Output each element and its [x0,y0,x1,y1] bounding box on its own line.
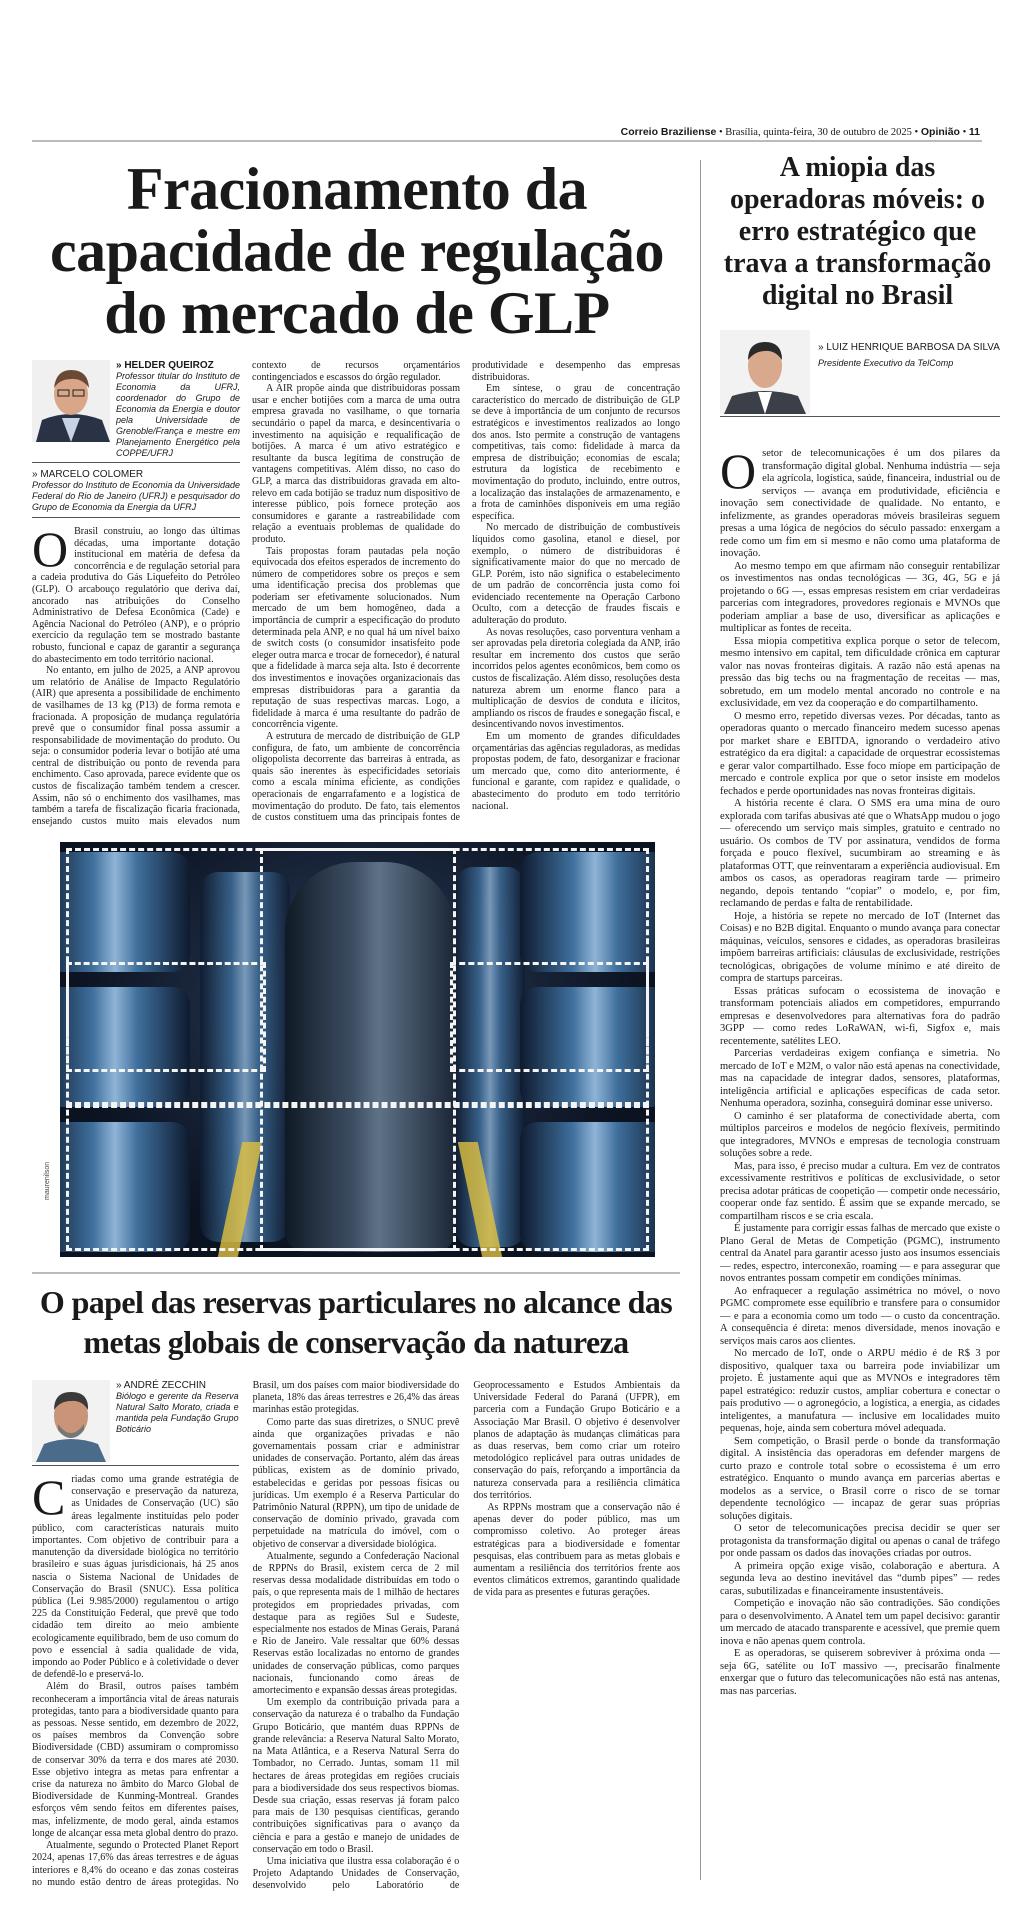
article3-byline [32,1380,239,1466]
author-bio: Professor do Instituto de Economia da Universidade Federal do Rio de Janeiro (UFRJ) e pesquisador do Grupo de Economia da Energia da UFRJ [32,480,240,512]
paragraph: Em síntese, o grau de concentração característico do mercado de distribuição de GLP se deve à importância de um conjunto de recursos estratégicos e investimentos realizados ao longo dos anos. Isto permite a construção de vantagens competitivas, tais como: fidelidade à marca da empresa de distribuição; economias de escala; estrutura da logística de recebimento e movimentação do produto, incluindo, entre outros, a localização das instalações de armazenamento, e a frota de caminhões disponíveis em uma região específica. [472,383,680,522]
paragraph: A AIR propõe ainda que distribuidoras possam usar e encher botijões com a marca de uma outra empresa gravada no vasilhame, o que tornaria secundário o papel da marca, e desincentivaria o investimento na aquisição e requalificação de botijões. A marca é um ativo estratégico e resultante da busca legítima de construção de vantagens competitivas. Além disso, no caso do GLP, a marca das distribuidoras gravada em alto-relevo em cada botijão se traduz num dispositivo de interesse público, pois fornece proteção aos consumidores e garante a rastreabilidade com relação a eventuais problemas de qualidade do produto. [252,383,460,545]
paragraph: Em um momento de grandes dificuldades orçamentárias das agências reguladoras, as medidas propostas podem, de fato, desorganizar e fracionar um mercado que, como dito anteriormente, é funcional e garante, com rapidez e qualidade, o abastecimento do produto em todo território nacional. [472,731,680,812]
paragraph: Atualmente, segundo o Protected Planet Report 2024, apenas 17,6% das áreas terrestres e de águas interiores e 8,4% do oceano e das zonas costeiras no mundo estão dentro de áreas protegidas. No Brasil, um dos países com maior biodiversidade do planeta, 18% das áreas terrestres e 26,4% das áreas marinhas estão protegidas. [32,1380,460,1888]
article2-headline: A miopia das operadoras móveis: o erro estratégico que trava a transformação digital no Brasil [723,152,992,311]
paragraph: Ao enfraquecer a regulação assimétrica no móvel, o novo PGMC compromete esse equilíbrio e transfere para o consumidor — e para a economia como um todo — o custo da concentração. A consequência é direta: menos diversidade, menos inovação e serviços mais caros aos clientes. [720,1285,1000,1347]
author-photo-andre-zecchin [32,1380,110,1462]
paragraph: É justamente para corrigir essas falhas de mercado que existe o Plano Geral de Metas de Competição (PGMC), instrumento central da Anatel para garantir acesso justo aos insumos essenciais — redes, espectro, interconexão, roaming — e para assegurar que novos entrantes possam competir em condições mínimas. [720,1223,1000,1284]
header-divider [32,140,982,142]
paragraph: Hoje, a história se repete no mercado de IoT (Internet das Coisas) e no B2B digital. Enquanto o mundo avança para conectar máquinas, veículos, sensores e cidades, as operadoras brasileiras impõem barreiras artificiais: cláusulas de exclusividade, restrições tecnológicas, obrigações de volume mínimo e até direito de compra de startups parceiras. [720,910,1000,984]
paragraph: A história recente é clara. O SMS era uma mina de ouro explorada com tarifas abusivas até que o WhatsApp mudou o jogo — oferecendo um serviço mais simples, gratuito e centrado no usuário. Os combos de TV por assinatura, vendidos de forma forçada e pouco flexível, sucumbiram ao streaming e às plataformas OTT, que reinventaram a experiência audiovisual. Em ambos os casos, as operadoras reagiram tarde — primeiro negando, depois tentando “copiar” o modelo, e, por fim, reclamando de perdas e falta de rentabilidade. [720,798,1000,909]
paragraph: Parcerias verdadeiras exigem confiança e simetria. No mercado de IoT e M2M, o valor não está apenas na conectividade, mas na capacidade de integrar dados, sensores, plataformas, inteligência artificial e aplicações específicas de cada setor. Nenhuma operadora, sozinha, conseguirá dominar esse universo. [720,1048,1000,1109]
paragraph: Atualmente, segundo a Confederação Nacional de RPPNs do Brasil, existem cerca de 2 mil reservas dessa modalidade distribuídas em todo o país, o que representa mais de 1 milhão de hectares protegidos em propriedades privadas, com destaque para as regiões Sul e Sudeste, especialmente nos estados de Minas Gerais, Paraná e Rio de Janeiro. Vale ressaltar que 60% dessas Reservas estão localizadas no entorno de grandes unidades de conservação públicas, como parques nacionais, funcionando como áreas de amortecimento e expansão dessas áreas protegidas. [252,1550,460,1697]
author-photo-helder-queiroz [32,360,110,442]
newspaper-name: Correio Braziliense [620,126,717,138]
paragraph: A estrutura de mercado de distribuição de GLP configura, de fato, um ambiente de concorrência oligopolista decorrente das barreiras à entrada, as quais são inerentes às especificidades setoriais como a escala mínima eficiente, as condições operacionais de engarrafamento e a logística de movimentação do produto. De fato, tais elementos de custos constituem uma das principais fontes de produtividade e desempenho das empresas distribuidoras. [252,360,680,824]
paragraph: As novas resoluções, caso porventura venham a ser aprovadas pela diretoria colegiada da ANP, irão resultar em incremento dos custos que serão incorridos pelos agentes econômicos, bem como os custos de fiscalização. Além disso, resoluções desta natureza abrem um enorme flanco para a multiplicação de desvios de conduta e ilícitos, ampliando os riscos de fraudes e sonegação fiscal, e desincentivando novos investimentos. [472,626,680,731]
paragraph: O Brasil construiu, ao longo das últimas décadas, uma importante dotação institucional em matéria de defesa da concorrência e de regulação setorial para a cadeia produtiva do Gás Liquefeito do Petróleo (GLP). O arcabouço regulatório que deriva daí, ancorado nas atribuições do Conselho Administrativo de Defesa Econômica (Cade) e Agência Nacional do Petróleo (ANP), e o próprio exercício da regulação tem se mostrado bastante robusto, funcional e capaz de garantir a segurança do abastecimento em todo território nacional. [32,521,240,665]
paragraph: Ao mesmo tempo em que afirmam não conseguir rentabilizar os investimentos nas ondas tecnológicas — 3G, 4G, 5G e já projetando o 6G —, essas empresas resistem em criar verdadeiras parcerias com integradores, provedores regionais e MVNOs que poderiam ampliar a base de uso, diversificar as aplicações e multiplicar as fontes de receita. [720,560,1000,634]
paragraph: O caminho é ser plataforma de conectividade aberta, com múltiplos parceiros e modelos de negócio flexíveis, permitindo que integradores, MVNOs e empresas de tecnologia construam soluções sobre a rede. [720,1110,1000,1159]
paragraph: No entanto, em julho de 2025, a ANP aprovou um relatório de Análise de Impacto Regulatório (AIR) que apresenta a possibilidade de enchimento de vasilhames de 13 kg (P13) de forma remota e fracionada. A proposição de mudança regulatória prevê que o consumidor final possa assumir a responsabilidade de movimentação do produto. Ou seja: o consumidor poderia levar o botijão até uma central de distribuição ou ponto de revenda para enchimento. Caso aprovada, parece evidente que os custos de fiscalização também tendem a crescer. Assim, não só o enchimento dos vasilhames, mas também a tarefa de fiscalização ficaria fracionada, ensejando custos muito mais elevados num contexto de recursos orçamentários contingenciados e escassos do órgão regulador. [32,360,460,827]
paragraph: Um exemplo da contribuição privada para a conservação da natureza é o trabalho da Fundação Grupo Boticário, que mantém duas RPPNs de grande relevância: a Reserva Natural Salto Morato, na Mata Atlântica, e a Reserva Natural Serra do Tombador, no Cerrado. Juntas, somam 11 mil hectares de áreas protegidas em regiões cruciais para a biodiversidade dos seus respectivos biomas. Desde sua criação, essas reservas já foram palco para mais de 130 pesquisas científicas, gerando contribuições significativas para o avanço da ciência e para a gestão e manejo de unidades de conservação em todo o Brasil. [252,1697,460,1855]
author-name: » ANDRÉ ZECCHIN [116,1380,207,1391]
paragraph: Tais propostas foram pautadas pela noção equivocada dos efeitos esperados de incremento do número de competidores sobre os preços e sem uma identificação precisa dos problemas que poderiam ser efetivamente solucionados. Num mercado de um bem homogêneo, dada a importância de cumprir a especificação do produto determinada pela ANP, e no qual há um nível baixo de switch costs (o consumidor insatisfeito pode eleger outra marca e trocar de fornecedor), é natural que a fidelidade à marca seja alta. Isto é decorrente dos investimentos e inovações organizacionais das empresas distribuidoras para a garantia da reputação de suas respectivas marcas. Logo, a fidelidade à marca é uma resultante do padrão de concorrência vigente. [252,545,460,731]
article3-headline: O papel das reservas particulares no alcance das metas globais de conservação da natureza [39,1284,673,1360]
drop-cap: O [32,521,69,577]
article1-headline: Fracionamento da capacidade de regulação do mercado de GLP [49,156,665,346]
page-number: 11 [968,126,980,138]
author-bio: Professor titular do Instituto de Economia da UFRJ, coordenador do Grupo de Economia da Energia e doutor pela Universidade de Grenoble/França e mestre em Planejamento Energético pela COPPE/UFRJ [116,371,240,458]
paragraph: Uma iniciativa que ilustra essa colaboração é o Projeto Adaptando Unidades de Conservação, desenvolvido pelo Laboratório de Geoprocessamento e Estudos Ambientais da Universidade Federal do Paraná (UFPR), em parceria com a Fundação Grupo Boticário e a Associação Mar Brasil. O objetivo é desenvolver planos de adaptação às mudanças climáticas para as duas reservas, bem como criar um roteiro metodológico replicável para outras unidades de conservação do país, reforçando a importância da natureza conservada para a resiliência climática dos territórios. [252,1380,680,1892]
paragraph: Competição e inovação não são contradições. São condições para o desenvolvimento. A Anatel tem um papel decisivo: garantir um mercado de atacado transparente e acessível, que premie quem inova e não apenas quem controla. [720,1598,1000,1647]
author-name: » HELDER QUEIROZ [116,360,214,371]
paragraph: O setor de telecomunicações precisa decidir se quer ser protagonista da transformação digital ou apenas o canal de tráfego por onde passam os dados das inovações criadas por outros. [720,1523,1000,1559]
paragraph: As RPPNs mostram que a conservação não é apenas dever do poder público, mas um compromisso coletivo. Ao proteger áreas estratégicas para a biodiversidade e fomentar pesquisas, elas contribuem para as metas globais e aumentam a resiliência dos territórios frente aos eventos climáticos extremos, garantindo qualidade de vida para as presentes e futuras gerações. [473,1502,680,1599]
paragraph: No mercado de distribuição de combustíveis líquidos como gasolina, etanol e diesel, por exemplo, o número de distribuidoras é significativamente maior do que no mercado de GLP. Porém, isto não significa o estabelecimento de um padrão de concorrência justa como foi evidenciado recentemente na Operação Carbono Oculto, com a detecção de fraudes fiscais e adulteração do produto. [472,522,680,627]
edition-date: Brasília, quinta-feira, 30 de outubro de 2025 [725,127,912,138]
paragraph: O mesmo erro, repetido diversas vezes. Por décadas, tanto as operadoras quanto o mercado financeiro medem sucesso apenas por market share e EBITDA, ignorando o verdadeiro ativo estratégico da era digital: a capacidade de orquestrar ecossistemas e gerar valor compartilhado. Esse foco míope em participação de mercado e controle explica por que o setor insiste em modelos fechados e perde oportunidades nas novas fronteiras digitais. [720,710,1000,797]
author-name: » MARCELO COLOMER [32,469,144,480]
paragraph: Essas práticas sufocam o ecossistema de inovação e transformam potenciais aliados em competidores, empurrando empresas e desenvolvedores para alternativas fora do padrão 3GPP — como redes LoRaWAN, wi-fi, Sigfox e, mais recentemente, satélites LEO. [720,985,1000,1047]
drop-cap: O [720,443,757,499]
paragraph: Criadas como uma grande estratégia de conservação e preservação da natureza, as Unidades de Conservação (UC) são áreas legalmente instituídas pelo poder público, com características naturais muito importantes. Com objetivo de contribuir para a manutenção da diversidade biológica no território brasileiro e suas águas jurisdicionais, há 25 anos nascia o Sistema Nacional de Unidades de Conservação do Brasil (SNUC). Essa política pública (Lei 9.985/2000) regulamentou o artigo 225 da Constituição Federal, que prevê que todo cidadão tem direito ao meio ambiente ecologicamente equilibrado, bem de uso comum do povo e essencial à sadia qualidade de vida, impondo ao Poder Público e à coletividade o dever de defendê-lo e preservá-lo. [32,1469,239,1681]
article2-body [720,443,1000,1898]
author-photo-luiz-henrique [720,330,810,414]
paragraph: Como parte das suas diretrizes, o SNUC prevê ainda que organizações privadas e não governamentais possam criar e administrar unidades de conservação. Portanto, além das áreas públicas, existem as de domínio privado, estabelecidas e geridas por pessoas físicas ou jurídicas. Um exemplo é a Reserva Particular do Patrimônio Natural (RPPN), um tipo de unidade de conservação de domínio privado, gravada com perpetuidade na matrícula do imóvel, com o objetivo de conservar a diversidade biológica. [252,1416,460,1550]
article1-body [32,360,680,832]
paragraph: Mas, para isso, é preciso mudar a cultura. Em vez de contratos excessivamente restritivos e políticas de exclusividade, o setor precisa adotar práticas de coopetição — competir onde necessário, cooperar onde faz sentido. É assim que se expande mercado, se compartilham riscos e se cria escala. [720,1160,1000,1222]
article1-byline [32,360,240,518]
paragraph: Essa miopia competitiva explica porque o setor de telecom, mesmo intensivo em capital, tem dificuldade crônica em capturar valor nas novas fronteiras digitais. A razão não está apenas na pressão das big techs ou na fragmentação de receitas — mas, sobretudo, em um modelo mental ancorado no controle e na exclusividade, em vez da cooperação e do compartilhamento. [720,635,1000,709]
paragraph: Sem competição, o Brasil perde o bonde da transformação digital. A insistência das operadoras em defender margens de curto prazo e controle total sobre o ecossistema é um erro estratégico. Enquanto o mundo avança em parcerias abertas e modelos as a service, o Brasil corre o risco de se tornar dependente tecnológico — incapaz de gerar suas próprias soluções digitais. [720,1435,1000,1522]
author-name: » LUIZ HENRIQUE BARBOSA DA SILVA [818,342,1000,353]
gas-cylinders-illustration [60,842,655,1257]
paragraph: Além do Brasil, outros países também reconheceram a importância vital de áreas naturais protegidas, tanto para a biodiversidade quanto para as pessoas. Nesse sentido, em dezembro de 2022, os países membros da Convenção sobre Biodiversidade (CBD) assumiram o compromisso de conservar 30% da terra e dos mares até 2030. Esse objetivo integra as metas para enfrentar a crise da natureza no âmbito do Marco Global de Biodiversidade de Kunming-Montreal. Grandes esforços vêm sendo feitos em diferentes países, mas, infelizmente, de modo geral, ainda estamos longe de alcançar essa meta global dentro do prazo. [32,1681,239,1839]
paragraph: O setor de telecomunicações é um dos pilares da transformação digital global. Nenhuma indústria — seja ela agrícola, logística, saúde, financeira, industrial ou de serviços — avança em produtividade, eficiência e inovação sem conectividade de qualidade. No entanto, e infelizmente, as grandes operadoras móveis brasileiras seguem presas a uma lógica de negócios do século passado: enxergam a rede como um fim em si mesmo e não como uma plataforma de inovação. [720,443,1000,559]
paragraph: No mercado de IoT, onde o ARPU médio é de R$ 3 por dispositivo, qualquer taxa ou barreira pode inviabilizar um projeto. É justamente aqui que as MVNOs e integradores têm papel estratégico: reduzir custos, ampliar cobertura e conectar o país produtivo — o agronegócio, a logística, a energia, as cidades inteligentes, a manufatura — inclusive em localidades muito pequenas, hoje, ainda sem cobertura móvel adequada. [720,1348,1000,1434]
author-bio: Presidente Executivo da TelComp [818,358,954,368]
page-header: Correio Braziliense • Brasília, quinta-feira, 30 de outubro de 2025 • Opinião • 11 [620,126,980,138]
paragraph: A primeira opção exige visão, colaboração e abertura. A segunda leva ao destino inevitável das “dumb pipes” — redes caras, subutilizadas e financeiramente insustentáveis. [720,1560,1000,1597]
column-divider [700,160,701,1880]
photo-credit: maurenilson [44,1161,51,1200]
article3-body [32,1380,680,1900]
drop-cap: C [32,1469,66,1525]
author-bio: Biólogo e gerente da Reserva Natural Salto Morato, criada e mantida pela Fundação Grupo Boticário [116,1391,239,1434]
section-divider [32,1272,680,1274]
article2-byline [720,330,1000,417]
section-name: Opinião [920,126,960,138]
paragraph: E as operadoras, se quiserem sobreviver à próxima onda — seja 6G, satélite ou IoT massivo —, precisarão finalmente enxergar que o futuro das telecomunicações não está nas antenas, mas nas parcerias. [720,1648,1000,1697]
